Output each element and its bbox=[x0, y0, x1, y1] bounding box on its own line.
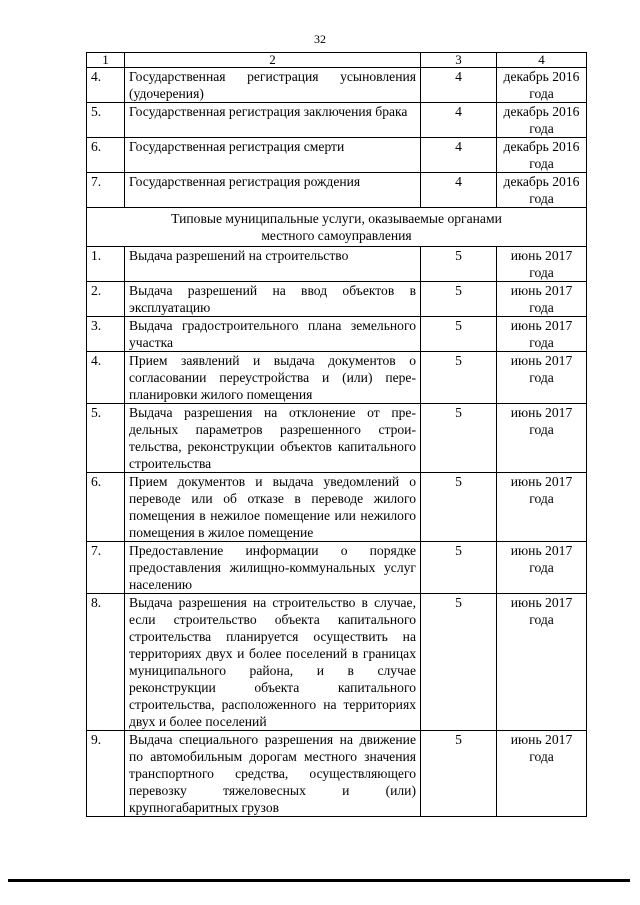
service-date: декабрь 2016 года bbox=[497, 138, 587, 173]
service-title: Государственная регистрация смерти bbox=[125, 138, 421, 173]
services-table bbox=[86, 52, 587, 817]
service-category: 5 bbox=[421, 282, 497, 317]
row-number: 3. bbox=[87, 317, 125, 352]
table-row bbox=[87, 247, 587, 282]
table-row bbox=[87, 352, 587, 404]
table-row bbox=[87, 138, 587, 173]
service-date: июнь 2017 года bbox=[497, 352, 587, 404]
service-title: Государственная регистрация заключения брака bbox=[125, 103, 421, 138]
row-number: 4. bbox=[87, 352, 125, 404]
column-header-1: 1 bbox=[87, 53, 125, 68]
service-date: июнь 2017 года bbox=[497, 542, 587, 594]
table-row bbox=[87, 404, 587, 473]
row-number: 1. bbox=[87, 247, 125, 282]
service-category: 5 bbox=[421, 731, 497, 817]
row-number: 5. bbox=[87, 103, 125, 138]
service-date: декабрь 2016 года bbox=[497, 103, 587, 138]
service-title: Выдача разрешения на отклонение от предельных параметров разрешенного строительства, реконструкции объектов капитального строительства bbox=[125, 404, 421, 473]
column-header-2: 2 bbox=[125, 53, 421, 68]
row-number: 7. bbox=[87, 542, 125, 594]
table-header-row bbox=[87, 53, 587, 68]
service-title: Предоставление информации о порядке предоставления жилищно-коммунальных услуг населению bbox=[125, 542, 421, 594]
service-date: июнь 2017 года bbox=[497, 317, 587, 352]
row-number: 7. bbox=[87, 173, 125, 208]
row-number: 6. bbox=[87, 473, 125, 542]
service-category: 5 bbox=[421, 317, 497, 352]
service-title: Прием документов и выдача уведомлений о переводе или об отказе в переводе жилого помещения в нежилое помещение или нежилого помещения в жилое помещение bbox=[125, 473, 421, 542]
service-title: Государственная регистрация рождения bbox=[125, 173, 421, 208]
table-row bbox=[87, 317, 587, 352]
table-row bbox=[87, 473, 587, 542]
service-title: Государственная регистрация усыновления (удочерения) bbox=[125, 68, 421, 103]
section-heading-row bbox=[87, 208, 587, 247]
service-title: Выдача разрешений на ввод объектов в эксплуатацию bbox=[125, 282, 421, 317]
service-date: июнь 2017 года bbox=[497, 594, 587, 731]
table-row bbox=[87, 282, 587, 317]
service-category: 5 bbox=[421, 404, 497, 473]
service-date: июнь 2017 года bbox=[497, 731, 587, 817]
service-title: Прием заявлений и выдача документов о согласовании переустройства и (или) перепланировки жилого помещения bbox=[125, 352, 421, 404]
section-heading: Типовые муниципальные услуги, оказываемые органами местного самоуправления bbox=[87, 208, 587, 247]
service-date: июнь 2017 года bbox=[497, 282, 587, 317]
row-number: 4. bbox=[87, 68, 125, 103]
service-title: Выдача градостроительного плана земельного участка bbox=[125, 317, 421, 352]
service-title: Выдача специального разрешения на движение по автомобильным дорогам местного значения транспортного средства, осуществляющего перевозку тяжеловесных и (или) крупногабаритных грузов bbox=[125, 731, 421, 817]
row-number: 8. bbox=[87, 594, 125, 731]
row-number: 2. bbox=[87, 282, 125, 317]
table-row bbox=[87, 103, 587, 138]
service-title: Выдача разрешения на строительство в случае, если строительство объекта капитального строительства планируется осуществить на территориях двух и более поселений в границах муниципального района, и в случае реконструкции объекта капитального строительства, расположенного на территориях двух и более поселений bbox=[125, 594, 421, 731]
table-row bbox=[87, 173, 587, 208]
row-number: 9. bbox=[87, 731, 125, 817]
footer-rule bbox=[8, 879, 630, 882]
service-category: 5 bbox=[421, 542, 497, 594]
service-date: июнь 2017 года bbox=[497, 404, 587, 473]
table-row bbox=[87, 68, 587, 103]
column-header-4: 4 bbox=[497, 53, 587, 68]
service-category: 5 bbox=[421, 594, 497, 731]
service-category: 4 bbox=[421, 103, 497, 138]
service-category: 4 bbox=[421, 138, 497, 173]
service-category: 5 bbox=[421, 247, 497, 282]
service-category: 4 bbox=[421, 68, 497, 103]
service-title: Выдача разрешений на строительство bbox=[125, 247, 421, 282]
service-date: декабрь 2016 года bbox=[497, 68, 587, 103]
service-category: 5 bbox=[421, 473, 497, 542]
table-row bbox=[87, 594, 587, 731]
service-date: декабрь 2016 года bbox=[497, 173, 587, 208]
column-header-3: 3 bbox=[421, 53, 497, 68]
service-category: 4 bbox=[421, 173, 497, 208]
row-number: 6. bbox=[87, 138, 125, 173]
table-row bbox=[87, 731, 587, 817]
page-number: 32 bbox=[314, 32, 326, 46]
service-category: 5 bbox=[421, 352, 497, 404]
table-row bbox=[87, 542, 587, 594]
service-date: июнь 2017 года bbox=[497, 473, 587, 542]
service-date: июнь 2017 года bbox=[497, 247, 587, 282]
row-number: 5. bbox=[87, 404, 125, 473]
